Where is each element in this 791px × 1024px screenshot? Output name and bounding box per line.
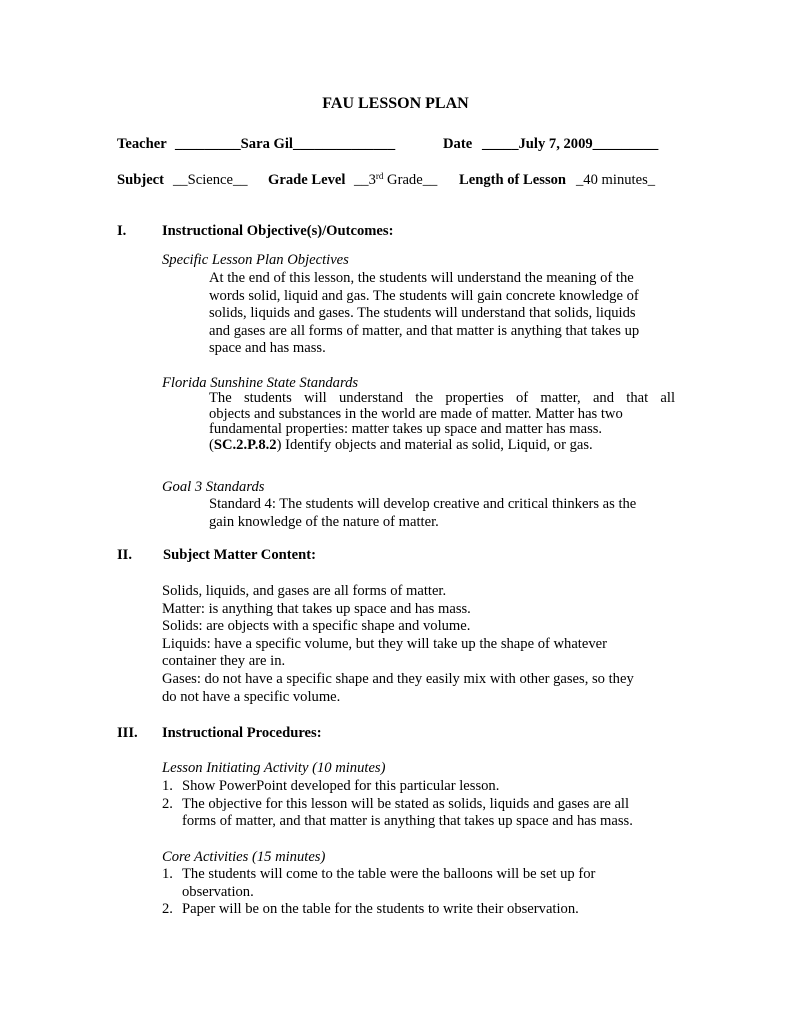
grade-level-label: Grade Level: [268, 172, 346, 188]
length-of-lesson-label: Length of Lesson: [459, 172, 567, 188]
florida-standards-text: The students will understand the properties of matter, and that all objects and substances in the world are made of matter. Matter has two fundamental properties: matter takes up space and matter has mass. (SC.2.P.8.2) Identify objects and material as solid, Liquid, or gas.: [209, 390, 675, 453]
core-activities-list: [162, 866, 682, 919]
goal-3-heading: Goal 3 Standards: [162, 479, 265, 495]
subject-value: __Science__: [173, 172, 248, 188]
core-activities-heading: Core Activities (15 minutes): [162, 849, 326, 865]
list-item: 1. Show PowerPoint developed for this particular lesson.: [162, 778, 500, 794]
list-item: 2. The objective for this lesson will be stated as solids, liquids and gases are all forms of matter, and that matter is anything that takes up space and has mass.: [162, 795, 633, 830]
length-of-lesson-value: _40 minutes_: [576, 172, 656, 188]
subject-label: Subject: [117, 172, 165, 188]
section-1-number: I.: [117, 223, 127, 239]
florida-standards-heading: Florida Sunshine State Standards: [162, 375, 359, 391]
section-3-heading: Instructional Procedures:: [162, 725, 322, 741]
subject-matter-text: Solids, liquids, and gases are all forms of matter. Matter: is anything that takes up space and has mass. Solids: are objects with a specific shape and volume. Liquids: have a specific volume, but they will take up the shape of whatever container they are in. Gases: do not have a specific shape and they easily mix with other gases, so they do not have a specific volume.: [162, 583, 634, 705]
teacher-label: Teacher: [117, 136, 167, 152]
date-label: Date: [443, 136, 473, 152]
florida-line-1: The students will understand the properties of matter, and that all: [209, 390, 675, 406]
specific-objectives-text: At the end of this lesson, the students will understand the meaning of the words solid, liquid and gas. The students will gain concrete knowledge of solids, liquids and gases. The students will understand that solids, liquids and gases are all forms of matter, and that matter is anything that takes up space and has mass.: [209, 270, 640, 357]
list-item: 1. The students will come to the table were the balloons will be set up for observation.: [162, 866, 596, 900]
section-1-heading: Instructional Objective(s)/Outcomes:: [162, 223, 394, 239]
section-3-number: III.: [117, 725, 138, 741]
initiating-activity-heading: Lesson Initiating Activity (10 minutes): [162, 760, 386, 776]
initiating-activity-list: [162, 778, 682, 831]
specific-objectives-heading: Specific Lesson Plan Objectives: [162, 252, 349, 268]
page-title: FAU LESSON PLAN: [322, 95, 469, 112]
list-item: 2. Paper will be on the table for the students to write their observation.: [162, 901, 579, 918]
goal-3-text: Standard 4: The students will develop creative and critical thinkers as the gain knowledge of the nature of matter.: [209, 496, 637, 530]
section-2-heading: Subject Matter Content:: [163, 547, 316, 563]
date-value: _____July 7, 2009_________: [482, 136, 659, 152]
florida-standard-code-line: (SC.2.P.8.2) Identify objects and material as solid, Liquid, or gas.: [209, 436, 593, 453]
teacher-value: _________Sara Gil______________: [175, 136, 396, 152]
grade-level-value: __3rd Grade__: [354, 171, 438, 188]
section-2-number: II.: [117, 547, 133, 563]
